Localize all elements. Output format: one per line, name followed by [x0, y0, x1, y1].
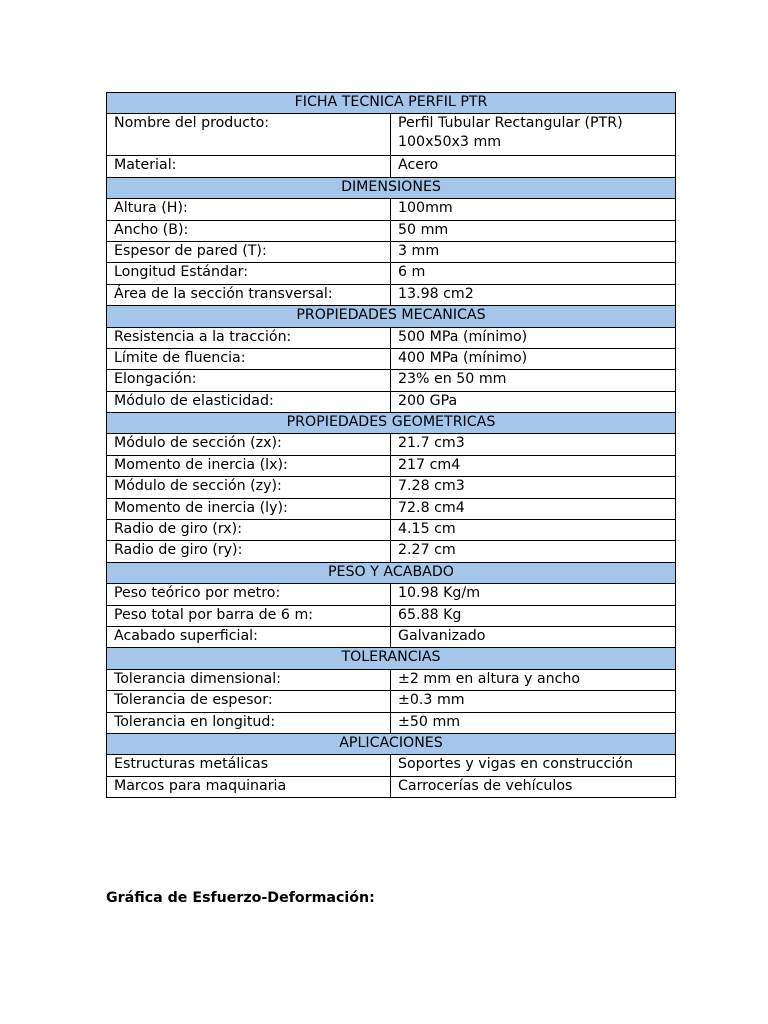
property-label: Módulo de sección (zy): — [107, 477, 391, 498]
property-label: Material: — [107, 156, 391, 177]
table-row — [107, 477, 676, 498]
table-row — [107, 455, 676, 476]
section-header-row — [107, 562, 676, 583]
property-label: Tolerancia de espesor: — [107, 691, 391, 712]
property-label: Radio de giro (ry): — [107, 541, 391, 562]
property-label: Peso total por barra de 6 m: — [107, 605, 391, 626]
property-value: 72.8 cm4 — [391, 498, 676, 519]
table-row — [107, 584, 676, 605]
section-title: TOLERANCIAS — [107, 648, 676, 669]
table-row — [107, 669, 676, 690]
table-row — [107, 370, 676, 391]
table-row — [107, 691, 676, 712]
property-label: Tolerancia dimensional: — [107, 669, 391, 690]
property-value: 3 mm — [391, 241, 676, 262]
property-value: 2.27 cm — [391, 541, 676, 562]
property-value: 6 m — [391, 263, 676, 284]
property-label: Radio de giro (rx): — [107, 520, 391, 541]
table-row — [107, 434, 676, 455]
property-value: Acero — [391, 156, 676, 177]
table-row — [107, 348, 676, 369]
property-value: 400 MPa (mínimo) — [391, 348, 676, 369]
table-row — [107, 776, 676, 797]
table-row — [107, 263, 676, 284]
property-value: 7.28 cm3 — [391, 477, 676, 498]
section-title: PESO Y ACABADO — [107, 562, 676, 583]
table-row — [107, 391, 676, 412]
property-value: Carrocerías de vehículos — [391, 776, 676, 797]
property-label: Peso teórico por metro: — [107, 584, 391, 605]
property-label: Ancho (B): — [107, 220, 391, 241]
property-label: Tolerancia en longitud: — [107, 712, 391, 733]
section-header-row — [107, 93, 676, 114]
property-value: Soportes y vigas en construcción — [391, 755, 676, 776]
property-value: 100mm — [391, 199, 676, 220]
section-title: PROPIEDADES MECANICAS — [107, 306, 676, 327]
property-value: ±50 mm — [391, 712, 676, 733]
spec-sheet-body — [107, 93, 676, 798]
property-value: 13.98 cm2 — [391, 284, 676, 305]
property-value: 200 GPa — [391, 391, 676, 412]
property-value: 50 mm — [391, 220, 676, 241]
table-row — [107, 520, 676, 541]
table-row — [107, 498, 676, 519]
property-value: ±0.3 mm — [391, 691, 676, 712]
table-row — [107, 755, 676, 776]
property-label: Altura (H): — [107, 199, 391, 220]
property-value: 217 cm4 — [391, 455, 676, 476]
property-label: Nombre del producto: — [107, 114, 391, 156]
property-label: Área de la sección transversal: — [107, 284, 391, 305]
section-header-row — [107, 648, 676, 669]
table-row — [107, 626, 676, 647]
property-value: 10.98 Kg/m — [391, 584, 676, 605]
table-row — [107, 156, 676, 177]
spec-sheet-table — [106, 92, 676, 798]
table-row — [107, 114, 676, 156]
property-value: 21.7 cm3 — [391, 434, 676, 455]
table-row — [107, 220, 676, 241]
property-value: 65.88 Kg — [391, 605, 676, 626]
property-value: 500 MPa (mínimo) — [391, 327, 676, 348]
property-label: Momento de inercia (lx): — [107, 455, 391, 476]
table-row — [107, 241, 676, 262]
table-row — [107, 327, 676, 348]
property-value: Galvanizado — [391, 626, 676, 647]
property-label: Límite de fluencia: — [107, 348, 391, 369]
section-title: APLICACIONES — [107, 733, 676, 754]
property-label: Estructuras metálicas — [107, 755, 391, 776]
section-header-row — [107, 733, 676, 754]
property-label: Longitud Estándar: — [107, 263, 391, 284]
property-label: Resistencia a la tracción: — [107, 327, 391, 348]
table-row — [107, 605, 676, 626]
section-header-row — [107, 413, 676, 434]
table-row — [107, 541, 676, 562]
property-value: 23% en 50 mm — [391, 370, 676, 391]
section-title: PROPIEDADES GEOMETRICAS — [107, 413, 676, 434]
property-value: Perfil Tubular Rectangular (PTR) 100x50x3 mm — [391, 114, 676, 156]
property-label: Acabado superficial: — [107, 626, 391, 647]
property-label: Momento de inercia (ly): — [107, 498, 391, 519]
property-value: 4.15 cm — [391, 520, 676, 541]
section-header-row — [107, 306, 676, 327]
stress-strain-graph-heading: Gráfica de Esfuerzo-Deformación: — [106, 890, 375, 906]
property-value: ±2 mm en altura y ancho — [391, 669, 676, 690]
property-label: Módulo de sección (zx): — [107, 434, 391, 455]
section-title: FICHA TECNICA PERFIL PTR — [107, 93, 676, 114]
property-label: Módulo de elasticidad: — [107, 391, 391, 412]
property-label: Marcos para maquinaria — [107, 776, 391, 797]
table-row — [107, 199, 676, 220]
property-label: Elongación: — [107, 370, 391, 391]
table-row — [107, 712, 676, 733]
section-title: DIMENSIONES — [107, 177, 676, 198]
table-row — [107, 284, 676, 305]
property-label: Espesor de pared (T): — [107, 241, 391, 262]
section-header-row — [107, 177, 676, 198]
